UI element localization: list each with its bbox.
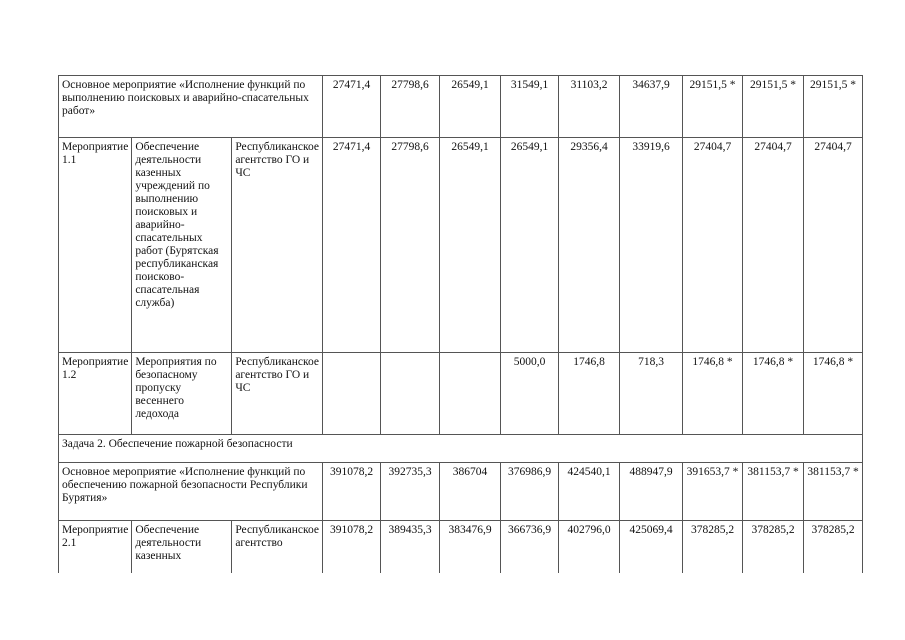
table-row — [59, 435, 863, 463]
table-row — [59, 353, 863, 435]
value-cell: 425069,4 — [620, 521, 683, 573]
value-cell: 5000,0 — [501, 353, 559, 435]
value-cell: 391078,2 — [323, 463, 381, 521]
value-cell — [440, 353, 501, 435]
value-cell: 29151,5 * — [683, 76, 743, 138]
value-cell: 424540,1 — [559, 463, 620, 521]
value-cell: 27798,6 — [381, 76, 440, 138]
activity-name: Мероприятия по безопасному пропуску весеннего ледохода — [132, 353, 232, 435]
value-cell: 378285,2 — [683, 521, 743, 573]
table-row — [59, 76, 863, 138]
value-cell: 389435,3 — [381, 521, 440, 573]
activity-executor: Республиканское агентство ГО и ЧС — [232, 138, 323, 353]
budget-table — [58, 75, 863, 573]
value-cell: 26549,1 — [440, 138, 501, 353]
value-cell: 27404,7 — [683, 138, 743, 353]
value-cell: 381153,7 * — [804, 463, 863, 521]
value-cell: 27404,7 — [743, 138, 804, 353]
value-cell: 402796,0 — [559, 521, 620, 573]
activity-executor: Республиканское агентство ГО и ЧС — [232, 353, 323, 435]
value-cell: 488947,9 — [620, 463, 683, 521]
value-cell: 31549,1 — [501, 76, 559, 138]
value-cell: 366736,9 — [501, 521, 559, 573]
value-cell: 386704 — [440, 463, 501, 521]
value-cell: 376986,9 — [501, 463, 559, 521]
value-cell: 27798,6 — [381, 138, 440, 353]
value-cell: 29151,5 * — [743, 76, 804, 138]
activity-code: Мероприятие 2.1 — [59, 521, 132, 573]
value-cell: 27471,4 — [323, 76, 381, 138]
task-heading: Задача 2. Обеспечение пожарной безопасности — [59, 435, 863, 463]
value-cell — [381, 353, 440, 435]
value-cell: 1746,8 — [559, 353, 620, 435]
value-cell: 378285,2 — [804, 521, 863, 573]
main-activity-name: Основное мероприятие «Исполнение функций по обеспечению пожарной безопасности Республики Бурятия» — [59, 463, 323, 521]
value-cell: 29356,4 — [559, 138, 620, 353]
activity-code: Мероприятие 1.2 — [59, 353, 132, 435]
activity-name: Обеспечение деятельности казенных — [132, 521, 232, 573]
value-cell: 33919,6 — [620, 138, 683, 353]
activity-code: Мероприятие 1.1 — [59, 138, 132, 353]
value-cell: 391078,2 — [323, 521, 381, 573]
value-cell: 1746,8 * — [683, 353, 743, 435]
value-cell: 1746,8 * — [804, 353, 863, 435]
value-cell: 31103,2 — [559, 76, 620, 138]
value-cell: 381153,7 * — [743, 463, 804, 521]
value-cell: 26549,1 — [440, 76, 501, 138]
value-cell: 26549,1 — [501, 138, 559, 353]
activity-name: Обеспечение деятельности казенных учреждений по выполнению поисковых и аварийно-спасательных работ (Бурятская республиканская поисково-спасательная служба) — [132, 138, 232, 353]
value-cell — [323, 353, 381, 435]
value-cell: 378285,2 — [743, 521, 804, 573]
main-activity-name: Основное мероприятие «Исполнение функций по выполнению поисковых и аварийно-спасательных работ» — [59, 76, 323, 138]
table-row — [59, 521, 863, 573]
table-row — [59, 138, 863, 353]
value-cell: 34637,9 — [620, 76, 683, 138]
value-cell: 718,3 — [620, 353, 683, 435]
value-cell: 392735,3 — [381, 463, 440, 521]
value-cell: 383476,9 — [440, 521, 501, 573]
value-cell: 29151,5 * — [804, 76, 863, 138]
value-cell: 391653,7 * — [683, 463, 743, 521]
table-row — [59, 463, 863, 521]
value-cell: 27404,7 — [804, 138, 863, 353]
activity-executor: Республиканское агентство — [232, 521, 323, 573]
value-cell: 1746,8 * — [743, 353, 804, 435]
value-cell: 27471,4 — [323, 138, 381, 353]
